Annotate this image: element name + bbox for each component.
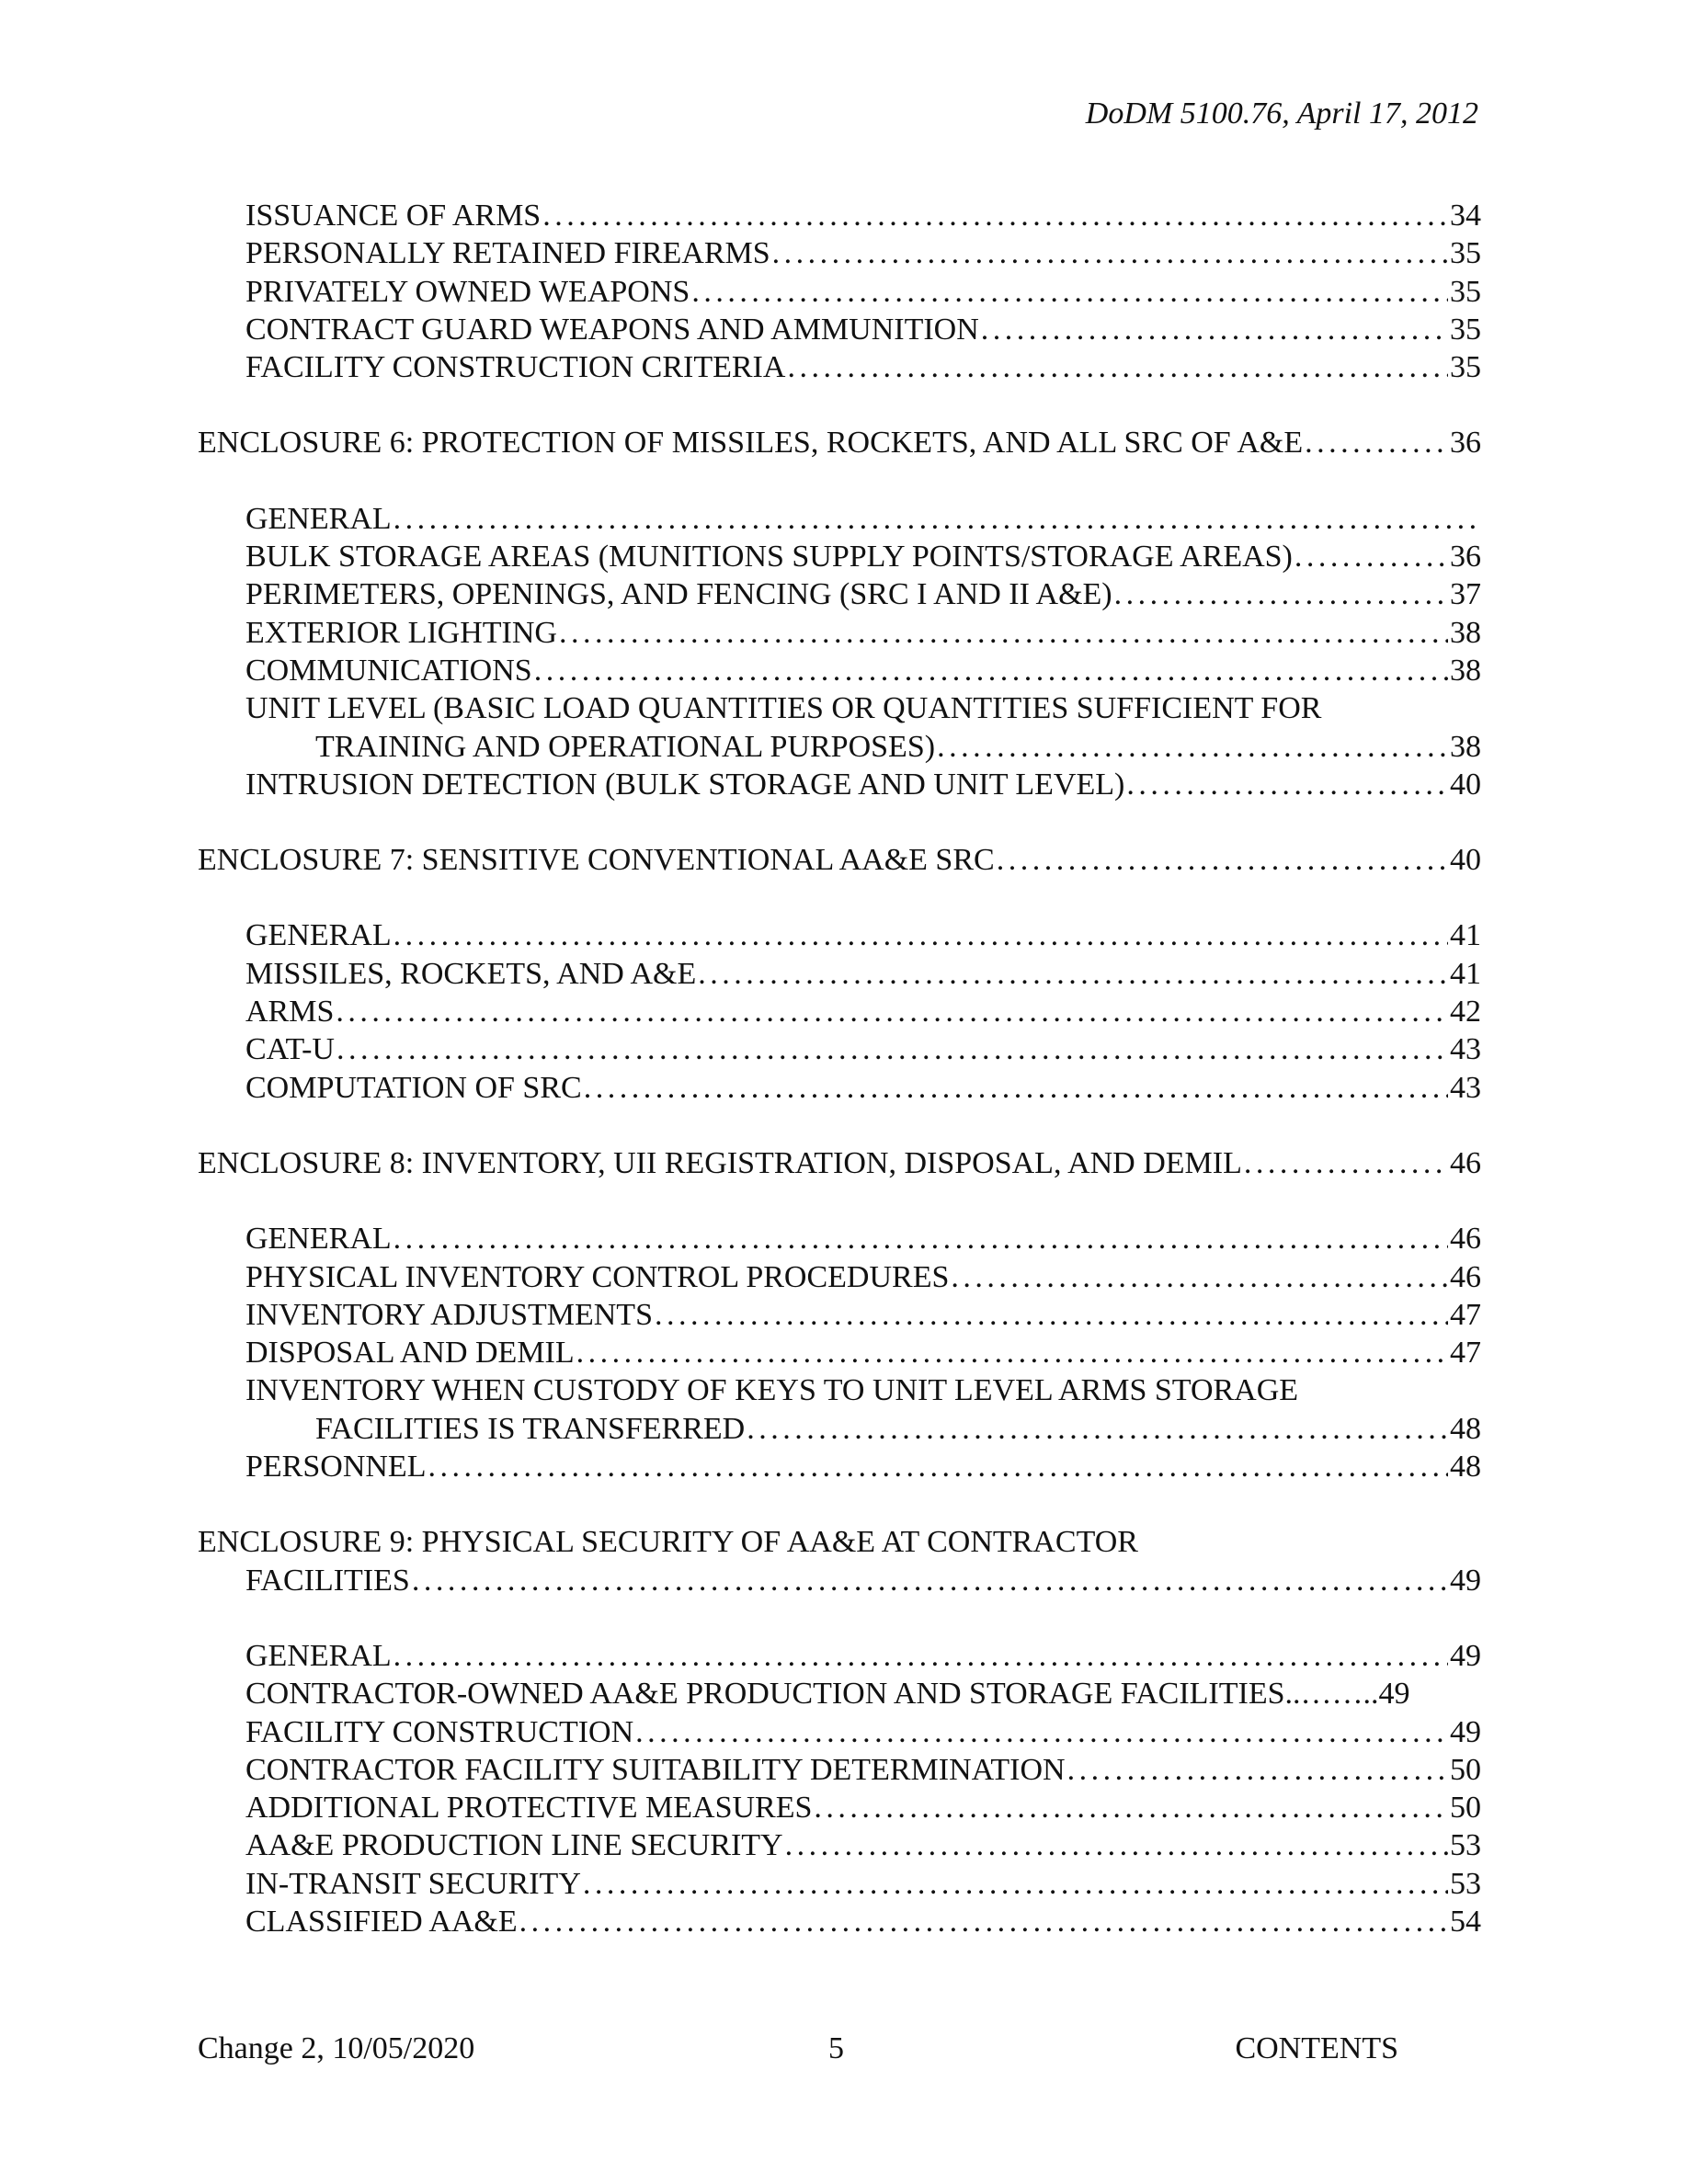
toc-entry [198, 652, 1481, 689]
toc-entry-page: 36 [1450, 540, 1481, 574]
toc-entry-title: GENERAL [245, 918, 392, 953]
dot-leader [1114, 575, 1448, 613]
toc-entry-title: FACILITY CONSTRUCTION CRITERIA [245, 350, 786, 385]
toc-entry-title: PRIVATELY OWNED WEAPONS [245, 274, 690, 309]
toc-entry-title: AA&E PRODUCTION LINE SECURITY [245, 1828, 783, 1863]
toc-enclosure-title: ENCLOSURE 8: INVENTORY, UII REGISTRATION, DISPOSAL, AND DEMIL [198, 1145, 1242, 1180]
toc-enclosure-heading [198, 424, 1481, 461]
toc-group-enclosure-7 [198, 841, 1481, 1107]
dot-leader [428, 1448, 1448, 1485]
toc-entry-title: PERSONALLY RETAINED FIREARMS [245, 236, 770, 271]
toc-entry-title: PHYSICAL INVENTORY CONTROL PROCEDURES [245, 1259, 950, 1294]
toc-entry-page: 53 [1450, 1866, 1481, 1901]
toc-entry-wrapped-first-line [198, 1371, 1481, 1409]
toc-entry-title: PERIMETERS, OPENINGS, AND FENCING (SRC I AND II A&E) [245, 577, 1112, 612]
toc-entry-page: 49 [1450, 1714, 1481, 1749]
toc-entry-title: ARMS [245, 995, 335, 1029]
toc-entry-page: 46 [1450, 1259, 1481, 1294]
toc-entry [198, 1448, 1481, 1485]
toc-entry-page: 49 [1450, 1638, 1481, 1673]
toc-entry [198, 1637, 1481, 1675]
toc-entry [198, 1865, 1481, 1903]
toc-entry [198, 1789, 1481, 1826]
dot-leader [336, 1030, 1448, 1068]
toc-entry-title: CONTRACTOR-OWNED AA&E PRODUCTION AND STORAGE FACILITIES..…….. [245, 1677, 1379, 1712]
dot-leader [785, 1826, 1448, 1864]
toc-entry-page: 38 [1450, 653, 1481, 688]
toc-group-enclosure-6 [198, 424, 1481, 803]
page-footer [198, 2031, 1398, 2072]
toc-entry [198, 993, 1481, 1030]
toc-entry-title: INVENTORY WHEN CUSTODY OF KEYS TO UNIT LEVEL ARMS STORAGE [245, 1373, 1299, 1408]
toc-entry-title: GENERAL [245, 1222, 392, 1257]
toc-entry-page: 43 [1450, 1070, 1481, 1105]
toc-entry-page: 35 [1450, 312, 1481, 347]
toc-entries [198, 1637, 1481, 1940]
dot-leader [336, 993, 1448, 1030]
dot-leader [698, 955, 1448, 993]
toc-entry [198, 1713, 1481, 1751]
toc-enclosure-title: ENCLOSURE 7: SENSITIVE CONVENTIONAL AA&E SRC [198, 843, 995, 878]
toc-entry-page: 35 [1450, 274, 1481, 309]
toc-entry-title: CONTRACT GUARD WEAPONS AND AMMUNITION [245, 312, 979, 347]
toc-entry [198, 1675, 1481, 1712]
toc-entries [198, 500, 1481, 803]
toc-entry-page: 50 [1450, 1791, 1481, 1826]
toc-entry [198, 955, 1481, 993]
toc-entry [198, 1069, 1481, 1107]
dot-leader [937, 728, 1448, 766]
footer-section-name: CONTENTS [1235, 2031, 1398, 2065]
toc-enclosure-page: 49 [1450, 1563, 1481, 1598]
footer-change-note: Change 2, 10/05/2020 [198, 2031, 475, 2065]
toc-entry [198, 234, 1481, 272]
toc-enclosure-heading [198, 841, 1481, 879]
toc-entry [198, 766, 1481, 803]
toc-entry-title: GENERAL [245, 501, 392, 536]
toc-entry [198, 197, 1481, 234]
toc-entry-page: 53 [1450, 1828, 1481, 1863]
dot-leader [1295, 538, 1448, 575]
toc-entry-title: INVENTORY ADJUSTMENTS [245, 1297, 653, 1332]
running-header: DoDM 5100.76, April 17, 2012 [1085, 97, 1478, 131]
toc-enclosure-page: 40 [1450, 843, 1481, 878]
dot-leader [1067, 1751, 1448, 1789]
dot-leader [576, 1334, 1448, 1371]
dot-leader [559, 614, 1448, 652]
footer-page-number: 5 [828, 2031, 844, 2065]
toc-entry-title-continued: TRAINING AND OPERATIONAL PURPOSES) [315, 729, 936, 764]
dot-leader [393, 1220, 1448, 1257]
dot-leader [412, 1562, 1448, 1599]
dot-leader [691, 273, 1448, 311]
toc-entry [198, 614, 1481, 652]
toc-enclosure-heading-first-line [198, 1523, 1481, 1561]
toc-enclosure-heading [198, 1144, 1481, 1182]
toc-entry [198, 1751, 1481, 1789]
toc-entries [198, 916, 1481, 1106]
toc-enclosure-heading [198, 1562, 1481, 1599]
dot-leader [814, 1789, 1448, 1826]
dot-leader [584, 1069, 1448, 1107]
toc-entry [198, 500, 1481, 538]
toc-enclosure-page: 46 [1450, 1145, 1481, 1180]
toc-entry [198, 1334, 1481, 1371]
toc-entry-title: FACILITY CONSTRUCTION [245, 1714, 634, 1749]
toc-entries [198, 1220, 1481, 1485]
toc-entry-page: 35 [1450, 350, 1481, 385]
toc-entry-title: PERSONNEL [245, 1450, 427, 1484]
dot-leader [1126, 766, 1448, 803]
dot-leader [393, 500, 1479, 538]
toc-entry-title: CLASSIFIED AA&E [245, 1904, 518, 1939]
toc-entry-title: COMMUNICATIONS [245, 653, 532, 688]
toc-entry-page: 40 [1450, 767, 1481, 802]
dot-leader [1244, 1144, 1448, 1182]
toc-entry-page: 38 [1450, 615, 1481, 650]
toc-entry [198, 273, 1481, 311]
dot-leader [583, 1865, 1448, 1903]
toc-entry-page: 38 [1450, 729, 1481, 764]
toc-entry-page: 48 [1450, 1450, 1481, 1484]
toc-entry [198, 311, 1481, 348]
toc-entry-page: 50 [1450, 1752, 1481, 1787]
toc-entry-title: BULK STORAGE AREAS (MUNITIONS SUPPLY POINTS/STORAGE AREAS) [245, 540, 1293, 574]
dot-leader [655, 1296, 1448, 1334]
dot-leader [997, 841, 1448, 879]
toc-entry [198, 1296, 1481, 1334]
toc-enclosure-title: ENCLOSURE 9: PHYSICAL SECURITY OF AA&E AT CONTRACTOR [198, 1525, 1138, 1560]
dot-leader [951, 1258, 1448, 1296]
dot-leader [635, 1713, 1448, 1751]
toc-entry-title: DISPOSAL AND DEMIL [245, 1336, 575, 1371]
toc-entry-page: 35 [1450, 236, 1481, 271]
toc-entry-wrapped-first-line [198, 689, 1481, 727]
toc-entry [198, 1220, 1481, 1257]
toc-entry-title: COMPUTATION OF SRC [245, 1070, 582, 1105]
toc-entry-page: 54 [1450, 1904, 1481, 1939]
toc-entry [198, 1258, 1481, 1296]
toc-entry [198, 1826, 1481, 1864]
dot-leader [542, 197, 1448, 234]
toc-entry [198, 728, 1481, 766]
dot-leader [519, 1903, 1448, 1940]
dot-leader [393, 916, 1448, 954]
toc-entry-title: INTRUSION DETECTION (BULK STORAGE AND UNIT LEVEL) [245, 767, 1125, 802]
dot-leader [747, 1410, 1448, 1448]
toc-entry-title: ADDITIONAL PROTECTIVE MEASURES [245, 1791, 813, 1826]
toc-entry-title: MISSILES, ROCKETS, AND A&E [245, 956, 697, 991]
toc-group-enclosure-8 [198, 1144, 1481, 1485]
toc-enclosure-page: 36 [1450, 426, 1481, 461]
toc-entry-page: 42 [1450, 995, 1481, 1029]
toc-entry-page: 43 [1450, 1032, 1481, 1067]
toc-group-enclosure-9 [198, 1523, 1481, 1940]
dot-leader [981, 311, 1448, 348]
table-of-contents [198, 197, 1481, 1940]
dot-leader [787, 348, 1448, 386]
toc-entry-page: 47 [1450, 1336, 1481, 1371]
toc-entry [198, 1410, 1481, 1448]
toc-entry [198, 348, 1481, 386]
toc-entry [198, 575, 1481, 613]
toc-entry-page: 48 [1450, 1411, 1481, 1446]
toc-entry-title: ISSUANCE OF ARMS [245, 199, 542, 233]
toc-entry-title: CAT-U [245, 1032, 335, 1067]
toc-entry-page: 34 [1450, 199, 1481, 233]
toc-group-continued [198, 197, 1481, 386]
toc-entry-title: CONTRACTOR FACILITY SUITABILITY DETERMINATION [245, 1752, 1066, 1787]
dot-leader [393, 1637, 1448, 1675]
dot-leader [534, 652, 1448, 689]
toc-enclosure-title-continued: FACILITIES [245, 1563, 410, 1598]
toc-entry [198, 1903, 1481, 1940]
toc-entry [198, 916, 1481, 954]
toc-entry [198, 1030, 1481, 1068]
toc-entry-page: 41 [1450, 956, 1481, 991]
toc-entry-title: UNIT LEVEL (BASIC LOAD QUANTITIES OR QUANTITIES SUFFICIENT FOR [245, 691, 1322, 726]
toc-entry-page: 49 [1378, 1677, 1410, 1712]
toc-entry-title: GENERAL [245, 1638, 392, 1673]
toc-entry-page: 37 [1450, 577, 1481, 612]
toc-entry-title: EXTERIOR LIGHTING [245, 615, 557, 650]
toc-entry-title: IN-TRANSIT SECURITY [245, 1866, 581, 1901]
toc-entry-page: 47 [1450, 1297, 1481, 1332]
toc-entry-page: 41 [1450, 918, 1481, 953]
toc-entry [198, 538, 1481, 575]
toc-enclosure-title: ENCLOSURE 6: PROTECTION OF MISSILES, ROCKETS, AND ALL SRC OF A&E [198, 426, 1304, 461]
toc-entry-title-continued: FACILITIES IS TRANSFERRED [315, 1411, 746, 1446]
dot-leader [1305, 424, 1448, 461]
dot-leader [772, 234, 1448, 272]
toc-entry-page: 46 [1450, 1222, 1481, 1257]
